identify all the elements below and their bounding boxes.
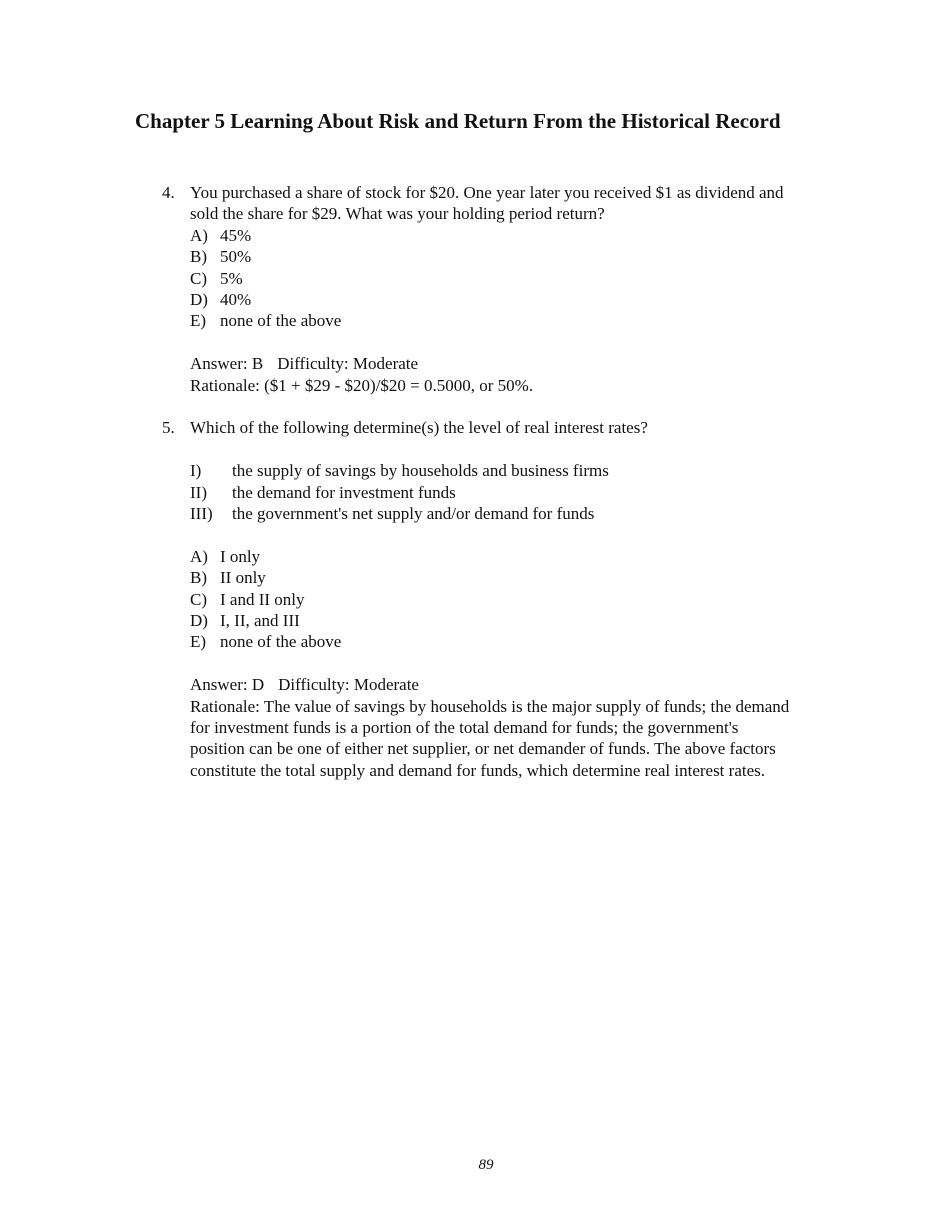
document-body bbox=[0, 182, 950, 781]
option-label: E) bbox=[190, 311, 207, 331]
question-text-line: You purchased a share of stock for $20. One year later you received $1 as dividend and bbox=[190, 183, 784, 202]
option-label: E) bbox=[190, 632, 207, 652]
answer-option bbox=[190, 289, 850, 310]
question-number: 4. bbox=[162, 183, 175, 202]
page-number: 89 bbox=[478, 1157, 494, 1173]
answer-option bbox=[190, 610, 850, 631]
option-text: I and II only bbox=[220, 589, 305, 609]
answer-line bbox=[190, 353, 850, 374]
rationale-line: for investment funds is a portion of the total demand for funds; the government's bbox=[190, 718, 739, 738]
answer-option bbox=[190, 546, 850, 567]
option-label: C) bbox=[190, 589, 207, 609]
chapter-title: Chapter 5 Learning About Risk and Return From the Historical Record bbox=[135, 109, 781, 133]
statement-label: I) bbox=[190, 461, 202, 481]
roman-statement bbox=[190, 460, 850, 481]
option-text: 50% bbox=[220, 247, 252, 267]
question-text-line: Which of the following determine(s) the level of real interest rates? bbox=[190, 418, 648, 438]
roman-statement bbox=[190, 503, 850, 524]
answer-option bbox=[190, 567, 850, 588]
question-text-line: sold the share for $29. What was your holding period return? bbox=[190, 204, 605, 224]
option-text: I only bbox=[220, 546, 261, 566]
option-label: A) bbox=[190, 225, 208, 245]
answer-option bbox=[190, 246, 850, 267]
difficulty: Difficulty: Moderate bbox=[277, 354, 419, 374]
answer-option bbox=[190, 631, 850, 652]
rationale-line: constitute the total supply and demand for funds, which determine real interest rates. bbox=[190, 760, 765, 780]
option-text: none of the above bbox=[220, 311, 342, 331]
answer-option bbox=[190, 225, 850, 246]
rationale: Rationale: ($1 + $29 - $20)/$20 = 0.5000, or 50%. bbox=[190, 375, 534, 395]
option-text: 45% bbox=[220, 225, 252, 245]
option-label: D) bbox=[190, 290, 208, 310]
question-4 bbox=[162, 182, 850, 396]
answer-line bbox=[190, 674, 850, 695]
statement-label: III) bbox=[190, 504, 213, 524]
option-label: D) bbox=[190, 611, 208, 631]
difficulty: Difficulty: Moderate bbox=[278, 675, 419, 695]
question-5 bbox=[162, 417, 850, 781]
option-text: II only bbox=[220, 568, 266, 588]
option-label: B) bbox=[190, 247, 207, 267]
answer-key: Answer: B bbox=[190, 354, 264, 374]
answer-option bbox=[190, 310, 850, 331]
statement-text: the supply of savings by households and business firms bbox=[232, 461, 609, 481]
answer-option bbox=[190, 589, 850, 610]
answer-key: Answer: D bbox=[190, 675, 265, 695]
statement-text: the government's net supply and/or demand for funds bbox=[232, 504, 595, 524]
option-label: A) bbox=[190, 546, 208, 566]
rationale-line: position can be one of either net supplier, or net demander of funds. The above factors bbox=[190, 739, 776, 759]
option-label: B) bbox=[190, 568, 207, 588]
option-label: C) bbox=[190, 268, 207, 288]
rationale-line: Rationale: The value of savings by households is the major supply of funds; the demand bbox=[190, 696, 790, 716]
statement-text: the demand for investment funds bbox=[232, 482, 456, 502]
answer-option bbox=[190, 268, 850, 289]
option-text: 40% bbox=[220, 290, 252, 310]
option-text: 5% bbox=[220, 268, 243, 288]
option-text: I, II, and III bbox=[220, 611, 300, 631]
roman-statement bbox=[190, 482, 850, 503]
option-text: none of the above bbox=[220, 632, 342, 652]
statement-label: II) bbox=[190, 482, 207, 502]
question-number: 5. bbox=[162, 418, 175, 438]
